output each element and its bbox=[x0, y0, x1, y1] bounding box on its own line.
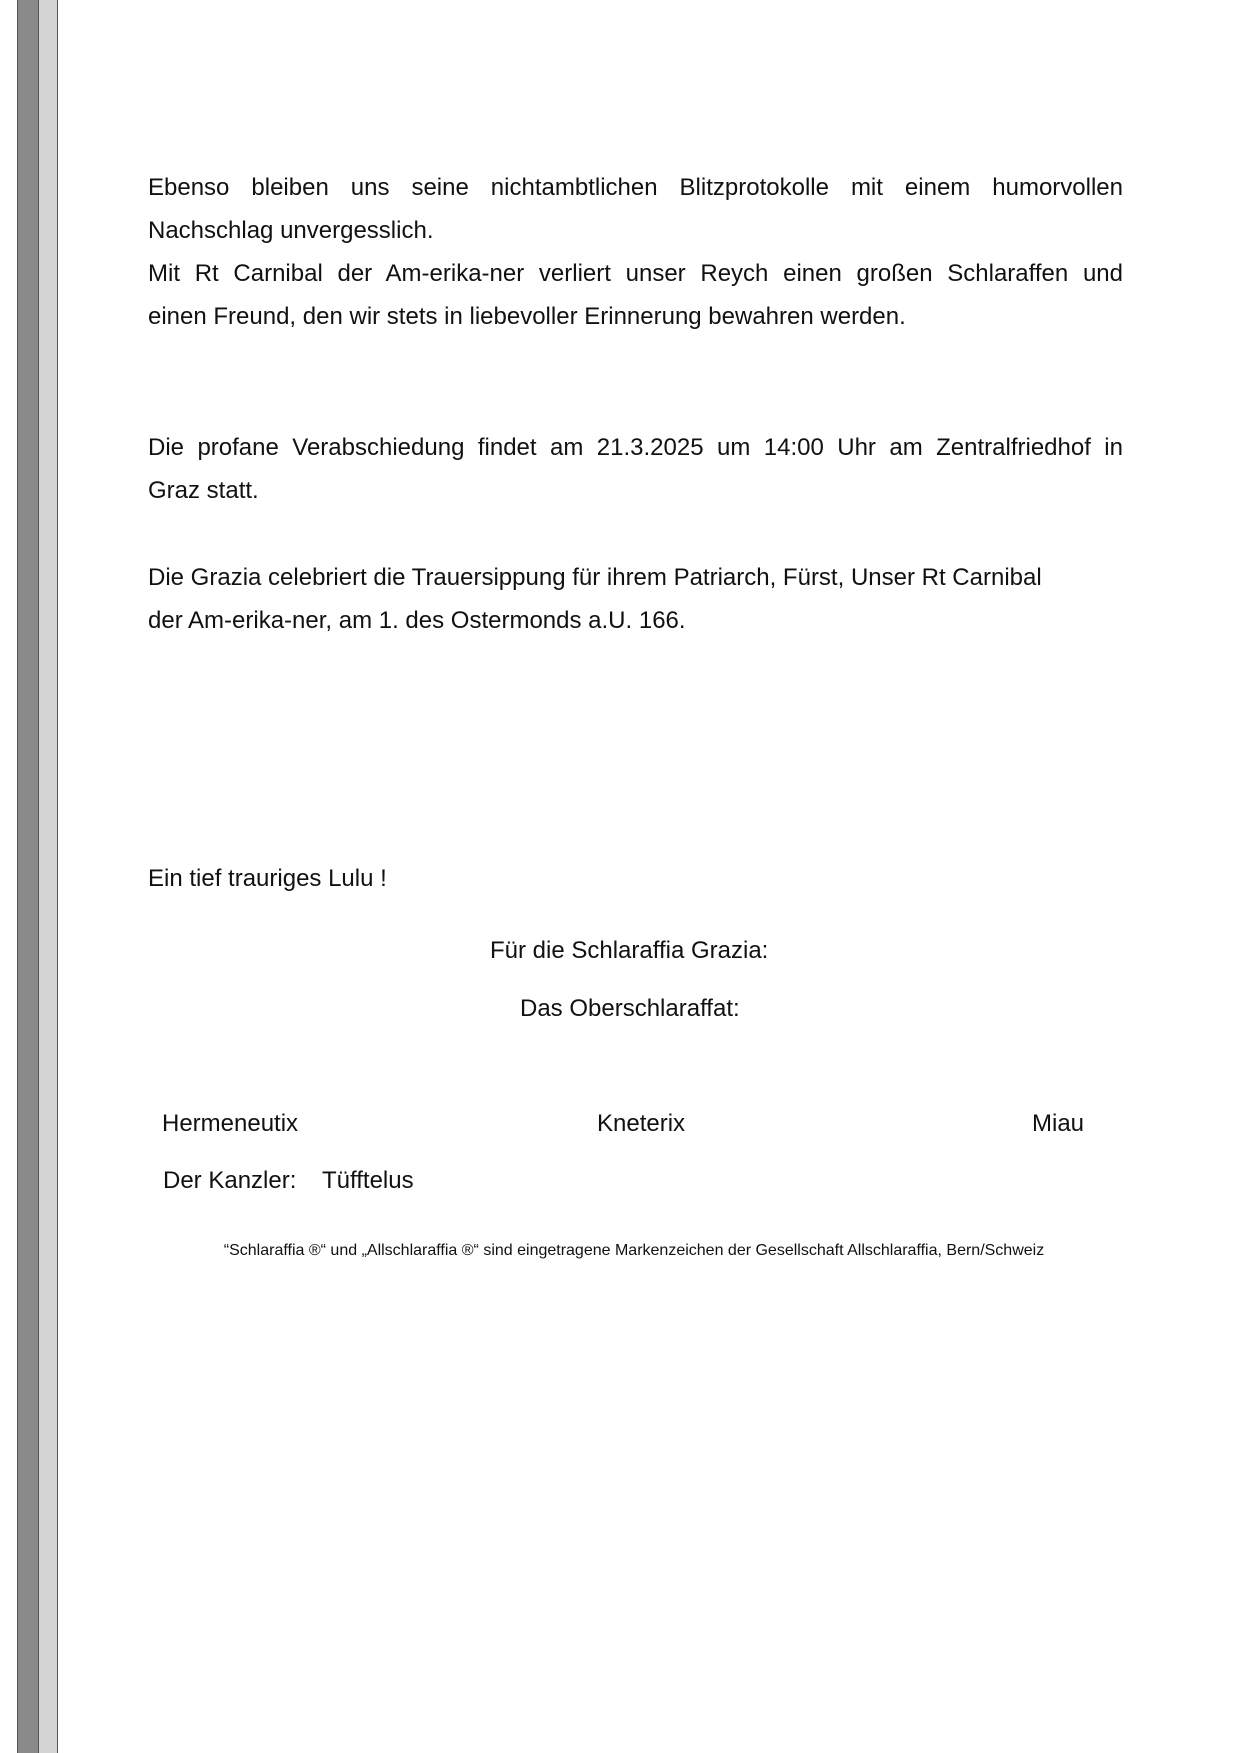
trademark-footnote: “Schlaraffia ®“ und „Allschlaraffia ®“ sind eingetragene Markenzeichen der Gesellschaft Allschlaraffia, Bern/Schweiz bbox=[223, 1242, 1045, 1259]
signatory-left: Hermeneutix bbox=[162, 1110, 299, 1137]
chancellor-name: Tüfftelus bbox=[322, 1167, 414, 1194]
paragraph-4-line-1: Die Grazia celebriert die Trauersippung für ihrem Patriarch, Fürst, Unser Rt Carnibal bbox=[148, 564, 1042, 591]
paragraph-1-line-2: Nachschlag unvergesslich. bbox=[148, 217, 434, 244]
paragraph-2-line-1: Mit Rt Carnibal der Am-erika-ner verliert unser Reych einen großen Schlaraffen und bbox=[148, 260, 1123, 287]
chancellor-label: Der Kanzler: bbox=[163, 1167, 297, 1194]
page-margin-bar bbox=[17, 0, 60, 1753]
signatory-center: Kneterix bbox=[597, 1110, 686, 1137]
paragraph-3-line-1: Die profane Verabschiedung findet am 21.3.2025 um 14:00 Uhr am Zentralfriedhof in bbox=[148, 434, 1123, 461]
margin-bar-light-stripe bbox=[39, 0, 58, 1753]
paragraph-3-line-2: Graz statt. bbox=[148, 477, 259, 504]
paragraph-4-line-2: der Am-erika-ner, am 1. des Ostermonds a.U. 166. bbox=[148, 607, 686, 634]
closing-text: Ein tief trauriges Lulu ! bbox=[148, 865, 387, 892]
memorial-text-block bbox=[148, 166, 1123, 338]
closing-line bbox=[148, 857, 1123, 900]
farewell-paragraph bbox=[148, 426, 1123, 512]
signatory-right: Miau bbox=[1032, 1110, 1085, 1137]
paragraph-1-line-1: Ebenso bleiben uns seine nichtambtlichen Blitzprotokolle mit einem humorvollen bbox=[148, 174, 1123, 201]
mourning-session-paragraph bbox=[148, 556, 1123, 642]
for-schlaraffia-line: Für die Schlaraffia Grazia: bbox=[490, 937, 769, 964]
margin-bar-dark-stripe bbox=[17, 0, 39, 1753]
paragraph-2-line-2: einen Freund, den wir stets in liebevoller Erinnerung bewahren werden. bbox=[148, 303, 906, 330]
council-line: Das Oberschlaraffat: bbox=[520, 995, 740, 1022]
